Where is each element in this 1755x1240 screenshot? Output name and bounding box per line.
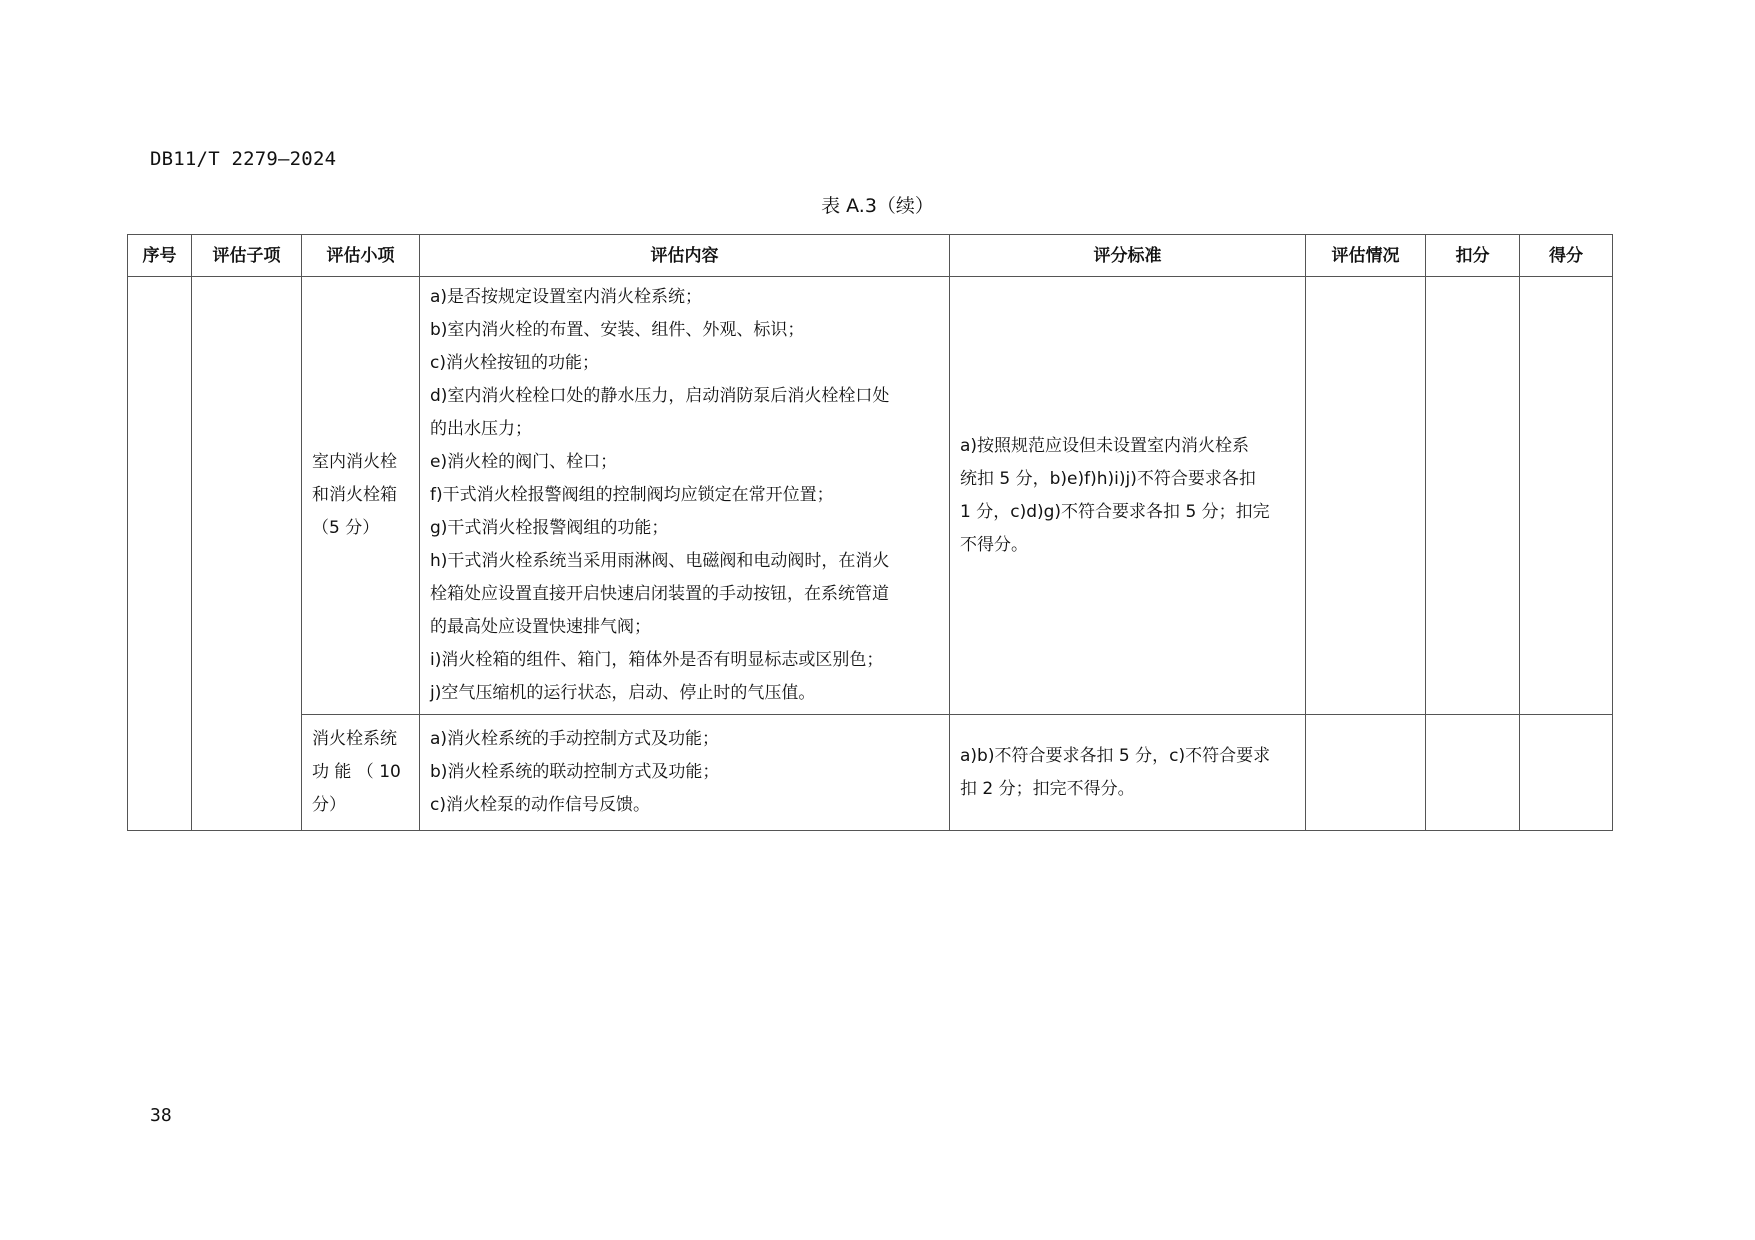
table-header-row bbox=[128, 235, 1613, 277]
table-row bbox=[128, 277, 1613, 715]
column-header-score: 得分 bbox=[1520, 235, 1613, 277]
column-header-criteria: 评分标准 bbox=[950, 235, 1306, 277]
cell-minor-item-indoor-hydrant: 室内消火栓 和消火栓箱 （5 分） bbox=[302, 277, 420, 715]
cell-criteria-hydrant-system: a)b)不符合要求各扣 5 分，c)不符合要求 扣 2 分；扣完不得分。 bbox=[950, 715, 1306, 831]
page-number: 38 bbox=[150, 1105, 172, 1126]
cell-seq bbox=[128, 277, 192, 831]
cell-minor-item-hydrant-system: 消火栓系统 功 能 （ 10 分） bbox=[302, 715, 420, 831]
cell-content-hydrant-system: a)消火栓系统的手动控制方式及功能； b)消火栓系统的联动控制方式及功能； c)消火栓泵的动作信号反馈。 bbox=[420, 715, 950, 831]
cell-status bbox=[1306, 277, 1426, 715]
cell-score bbox=[1520, 715, 1613, 831]
table-row bbox=[128, 715, 1613, 831]
column-header-minor-item: 评估小项 bbox=[302, 235, 420, 277]
cell-content-indoor-hydrant: a)是否按规定设置室内消火栓系统； b)室内消火栓的布置、安装、组件、外观、标识； c)消火栓按钮的功能； d)室内消火栓栓口处的静水压力，启动消防泵后消火栓栓口处 的出水压力； e)消火栓的阀门、栓口； f)干式消火栓报警阀组的控制阀均应锁定在常开位置； g)干式消火栓报警阀组的功能； h)干式消火栓系统当采用雨淋阀、电磁阀和电动阀时，在消火 栓箱处应设置直接开启快速启闭装置的手动按钮，在系统管道 的最高处应设置快速排气阀； i)消火栓箱的组件、箱门，箱体外是否有明显标志或区别色； j)空气压缩机的运行状态，启动、停止时的气压值。 bbox=[420, 277, 950, 715]
table-title: 表 A.3（续） bbox=[821, 195, 934, 217]
column-header-content: 评估内容 bbox=[420, 235, 950, 277]
column-header-deduction: 扣分 bbox=[1426, 235, 1520, 277]
evaluation-table bbox=[127, 234, 1613, 831]
column-header-status: 评估情况 bbox=[1306, 235, 1426, 277]
cell-criteria-indoor-hydrant: a)按照规范应设但未设置室内消火栓系 统扣 5 分，b)e)f)h)i)j)不符合要求各扣 1 分，c)d)g)不符合要求各扣 5 分；扣完 不得分。 bbox=[950, 277, 1306, 715]
cell-score bbox=[1520, 277, 1613, 715]
cell-deduction bbox=[1426, 715, 1520, 831]
cell-subitem bbox=[192, 277, 302, 831]
document-id: DB11/T 2279—2024 bbox=[150, 148, 337, 170]
cell-deduction bbox=[1426, 277, 1520, 715]
column-header-seq: 序号 bbox=[128, 235, 192, 277]
column-header-subitem: 评估子项 bbox=[192, 235, 302, 277]
cell-status bbox=[1306, 715, 1426, 831]
